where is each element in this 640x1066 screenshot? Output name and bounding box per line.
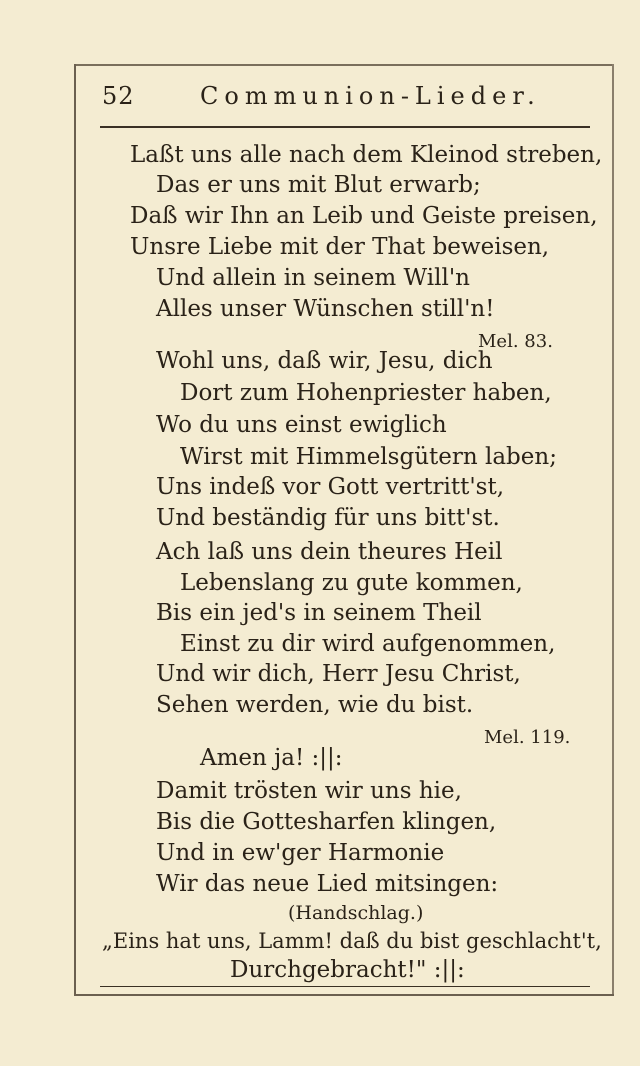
running-title: Communion-Lieder. bbox=[200, 82, 541, 110]
verse1-line-1: Laßt uns alle nach dem Kleinod streben, bbox=[130, 142, 603, 168]
melody-reference-1: Mel. 83. bbox=[478, 331, 553, 352]
page-number: 52 bbox=[102, 82, 135, 110]
melody-reference-2: Mel. 119. bbox=[484, 727, 571, 748]
stage-direction: (Handschlag.) bbox=[288, 902, 424, 924]
verse2-line-2: Dort zum Hohenpriester haben, bbox=[180, 380, 552, 406]
footer-rule bbox=[100, 986, 590, 987]
page-frame-right bbox=[612, 64, 614, 996]
verse1-line-4: Unsre Liebe mit der That beweisen, bbox=[130, 234, 550, 260]
verse3-line-6: Sehen werden, wie du bist. bbox=[156, 692, 474, 718]
verse2-line-5: Uns indeß vor Gott vertritt'st, bbox=[156, 474, 505, 500]
page-frame-left bbox=[74, 64, 76, 996]
verse4-line-5: Wir das neue Lied mitsingen: bbox=[156, 871, 499, 897]
verse1-line-3: Daß wir Ihn an Leib und Geiste preisen, bbox=[130, 203, 598, 229]
verse1-line-6: Alles unser Wünschen still'n! bbox=[156, 296, 495, 322]
verse3-line-3: Bis ein jed's in seinem Theil bbox=[156, 600, 482, 626]
verse4-line-7: „Eins hat uns, Lamm! daß du bist geschlacht't, bbox=[102, 929, 602, 953]
verse3-line-5: Und wir dich, Herr Jesu Christ, bbox=[156, 661, 521, 687]
verse2-line-3: Wo du uns einst ewiglich bbox=[156, 412, 447, 438]
verse4-line-2: Damit trösten wir uns hie, bbox=[156, 778, 462, 804]
verse1-line-2: Das er uns mit Blut erwarb; bbox=[156, 172, 481, 198]
verse2-line-4: Wirst mit Himmelsgütern laben; bbox=[180, 444, 557, 470]
verse1-line-5: Und allein in seinem Will'n bbox=[156, 265, 470, 291]
page-frame-top bbox=[74, 64, 614, 66]
verse3-line-1: Ach laß uns dein theures Heil bbox=[156, 539, 503, 565]
verse4-line-3: Bis die Gottesharfen klingen, bbox=[156, 809, 497, 835]
header-rule bbox=[100, 126, 590, 128]
page-frame-bottom bbox=[74, 994, 614, 996]
verse4-line-8: Durchgebracht!" :||: bbox=[230, 957, 465, 983]
verse3-line-2: Lebenslang zu gute kommen, bbox=[180, 570, 523, 596]
verse2-line-6: Und beständig für uns bitt'st. bbox=[156, 505, 500, 531]
verse4-line-4: Und in ew'ger Harmonie bbox=[156, 840, 445, 866]
verse2-line-1: Wohl uns, daß wir, Jesu, dich bbox=[156, 348, 493, 374]
verse4-line-1: Amen ja! :||: bbox=[200, 745, 343, 771]
verse3-line-4: Einst zu dir wird aufgenommen, bbox=[180, 631, 556, 657]
